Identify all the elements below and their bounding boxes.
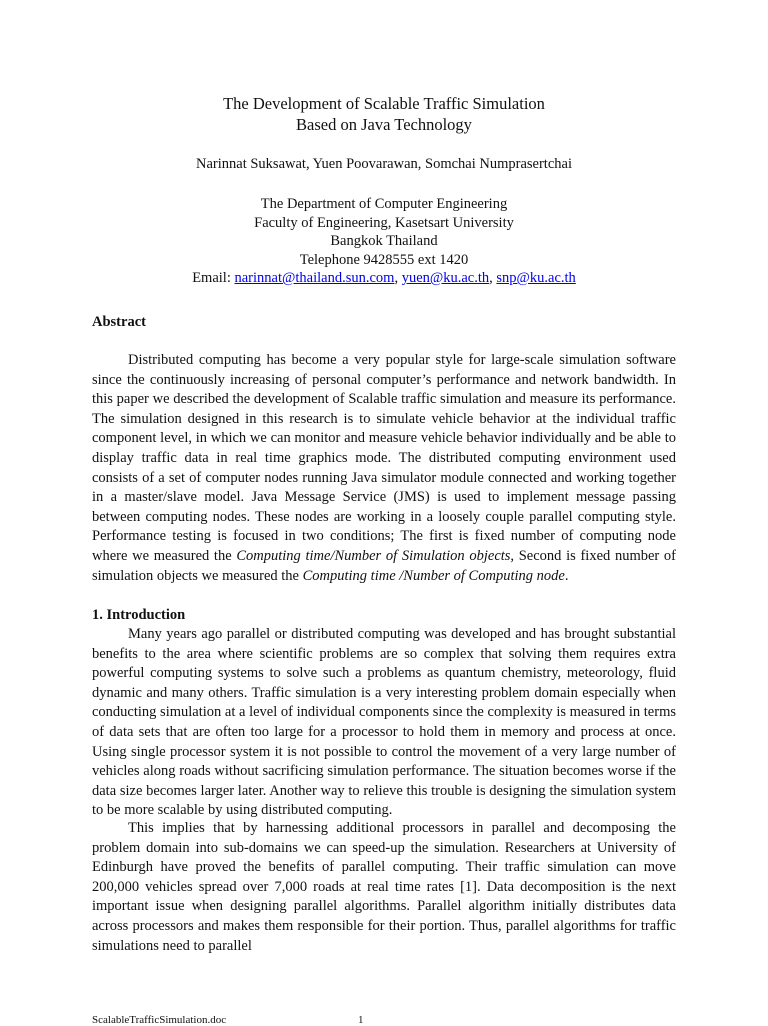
email-separator: , xyxy=(489,270,497,286)
abstract-paragraph xyxy=(92,351,676,586)
introduction-paragraph-1: Many years ago parallel or distributed computing was developed and has brought substantial benefits to the area where scientific problems are so complex that solving them requires extra powerful computing systems to solve such a problems as quantum chemistry, meteorology, fluid dynamic and many others. Traffic simulation is a very interesting problem domain especially when conducting simulation at a level of individual components since the complexity is measured in terms of data sets that are often too large for a processor to hold them in memory and process at once. Using single processor system it is not possible to control the movement of a very large number of vehicles along roads without sacrificing simulation performance. The situation becomes worse if the data size becomes larger later. Another way to relieve this trouble is designing the simulation system to be more scalable by using distributed computing. xyxy=(92,626,676,819)
abstract-text-3: . xyxy=(564,567,569,584)
email-link-2[interactable]: yuen@ku.ac.th xyxy=(401,270,490,286)
footer-filename: ScalableTrafficSimulation.doc xyxy=(92,1014,227,1026)
abstract-italic-2: Computing time /Number of Computing node xyxy=(302,567,565,584)
paper-title xyxy=(92,93,676,135)
abstract-text-1: Distributed computing has become a very popular style for large-scale simulation software since the continuously increasing of personal computer’s performance and network bandwidth. In this paper we described the development of Scalable traffic simulation and measure its performance. The simulation designed in this research is to simulate vehicle behavior at the individual traffic component level, in which we can monitor and measure vehicle behavior individually and be able to display traffic data in real time graphics mode. The distributed computing environment used consists of a set of computer nodes running Java simulator module connected and working together in a master/slave model. Java Message Service (JMS) is used to implement message passing between computing nodes. These nodes are working in a loosely couple parallel computing style. Performance testing is focused in two conditions; The first is fixed number of computing node where we measured the xyxy=(92,352,676,564)
faculty: Faculty of Engineering, Kasetsart University xyxy=(254,214,514,231)
telephone: Telephone 9428555 ext 1420 xyxy=(299,251,469,268)
author-list: Narinnat Suksawat, Yuen Poovarawan, Somchai Numprasertchai xyxy=(196,156,572,172)
introduction-heading: 1. Introduction xyxy=(92,607,186,623)
abstract-text-2: Second is fixed number of simulation objects we measured the xyxy=(92,547,676,584)
department: The Department of Computer Engineering xyxy=(260,196,508,212)
email-label: Email: xyxy=(192,270,235,286)
abstract-heading: Abstract xyxy=(92,314,146,330)
email-link-3[interactable]: snp@ku.ac.th xyxy=(496,270,576,286)
email-line xyxy=(92,269,676,288)
title-line-1: The Development of Scalable Traffic Simulation xyxy=(223,94,545,113)
email-link-1[interactable]: narinnat@thailand.sun.com xyxy=(234,270,395,286)
location: Bangkok Thailand xyxy=(330,233,438,249)
email-separator: , xyxy=(394,270,402,286)
title-line-2: Based on Java Technology xyxy=(296,115,472,134)
footer-page-number: 1 xyxy=(358,1014,364,1026)
introduction-paragraph-2: This implies that by harnessing additional processors in parallel and decomposing the problem domain into sub-domains we can speed-up the simulation. Researchers at University of Edinburgh have proved the benefits of parallel computing. Their traffic simulation can move 200,000 vehicles spread over 7,000 roads at real time rates [1]. Data decomposition is the next important issue when designing parallel algorithms. Parallel algorithm initially distributes data across processors and makes them responsible for their portion. Thus, parallel algorithms for traffic simulations need to parallel xyxy=(92,820,676,954)
abstract-italic-1: Computing time/Number of Simulation objects, xyxy=(236,547,515,564)
affiliation-block xyxy=(92,195,676,288)
